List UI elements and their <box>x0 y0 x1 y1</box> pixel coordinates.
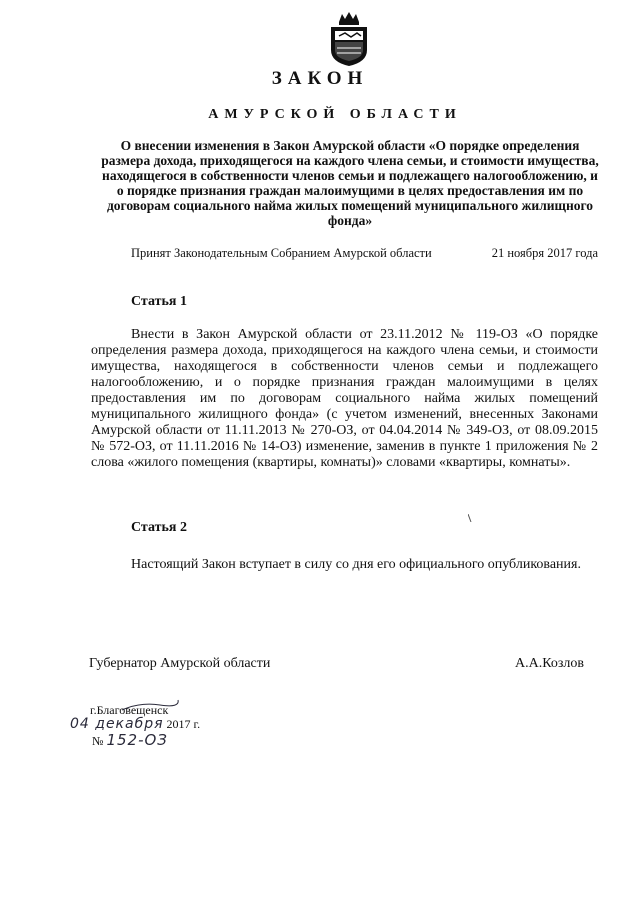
signing-place: г.Благовещенск <box>90 703 169 717</box>
governor-name: А.А.Козлов <box>515 656 584 671</box>
article-1-heading: Статья 1 <box>131 294 187 309</box>
region-name: АМУРСКОЙ ОБЛАСТИ <box>208 107 462 122</box>
signing-year: 2017 г. <box>166 717 201 731</box>
law-number <box>92 731 168 749</box>
article-1-text: Внести в Закон Амурской области от 23.11.2012 № 119-ОЗ «О порядке определения размера дохода, приходящегося на каждого члена семьи, и стоимости имущества, находящегося в собственности членов семьи и подлежащего налогообложению, и о порядке признания граждан малоимущими в целях предоставления им по договорам социального найма жилых помещений муниципального жилищного фонда» (с учетом изменений, внесенных Законами Амурской области от 11.11.2013 № 270-ОЗ, от 04.04.2014 № 349-ОЗ, от 08.09.2015 № 572-ОЗ, от 11.11.2016 № 14-ОЗ) изменение, заменив в пункте 1 приложения № 2 слова «жилого помещения (квартиры, комнаты)» словами «квартиры, комнаты». <box>91 327 598 470</box>
governor-title: Губернатор Амурской области <box>89 656 271 671</box>
handwritten-number: 152-ОЗ <box>106 731 168 749</box>
scan-mark <box>468 514 472 522</box>
number-sign: № <box>92 734 104 748</box>
article-2-heading: Статья 2 <box>131 520 187 535</box>
handwritten-date: 04 декабря <box>70 716 164 732</box>
adoption-text: Принят Законодательным Собранием Амурской области <box>131 246 432 260</box>
law-title: О внесении изменения в Закон Амурской области «О порядке определения размера дохода, приходящегося на каждого члена семьи, и стоимости имущества, находящегося в собственности членов семьи и подлежащего налогообложению, и о порядке признания граждан малоимущими в целях предоставления им по договорам социального найма жилых помещений муниципального жилищного фонда» <box>101 138 599 228</box>
handwritten-strike <box>120 696 180 714</box>
article-2-text: Настоящий Закон вступает в силу со дня его официального опубликования. <box>131 557 581 572</box>
signing-date <box>70 716 200 732</box>
document-type: ЗАКОН <box>271 68 369 89</box>
adoption-date: 21 ноября 2017 года <box>491 246 598 260</box>
coat-of-arms-icon <box>325 10 373 68</box>
